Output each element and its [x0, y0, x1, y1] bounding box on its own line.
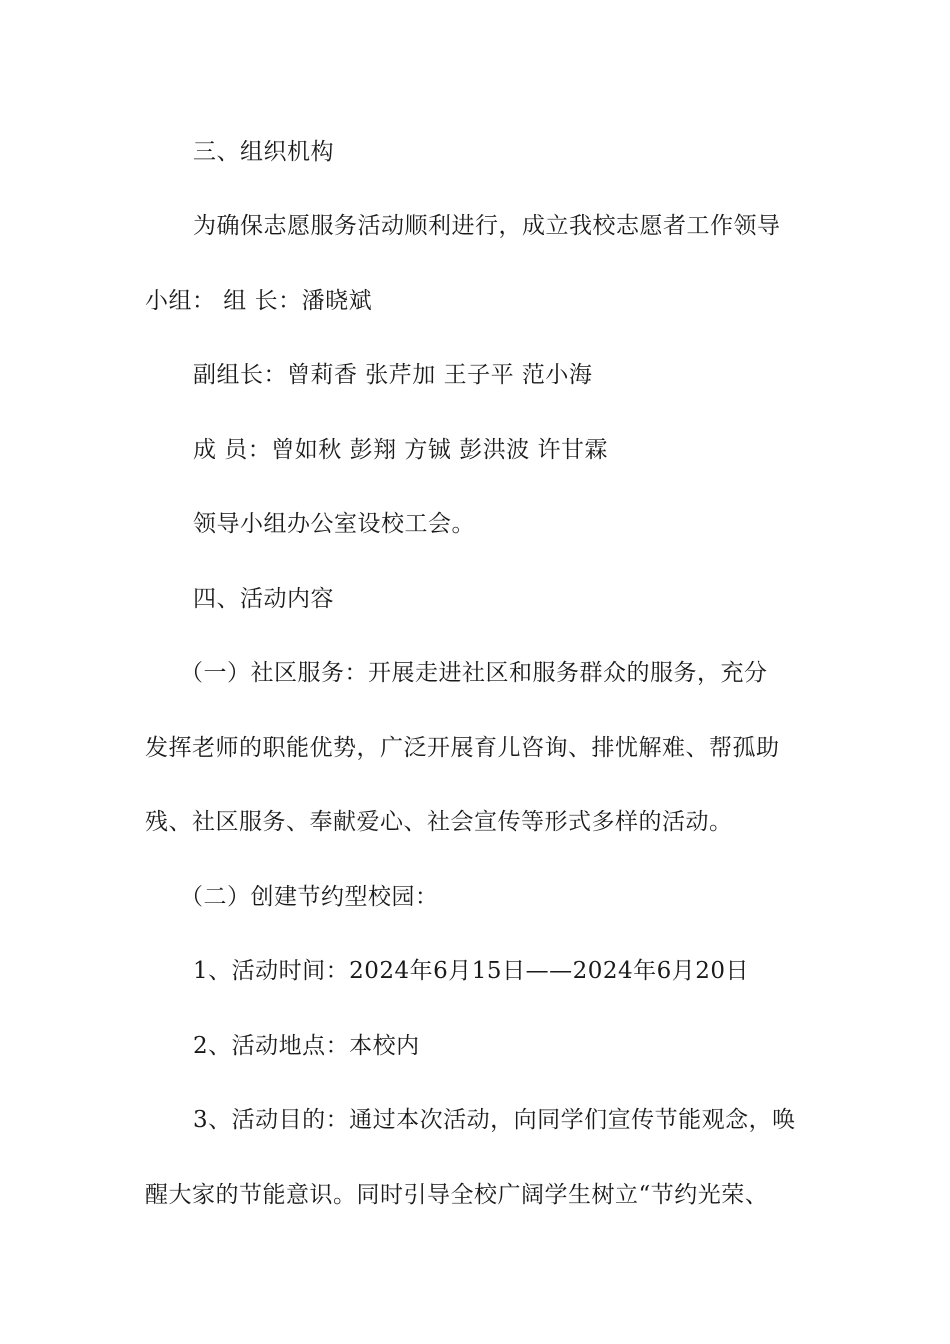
- paragraph-line: 发挥老师的职能优势，广泛开展育儿咨询、排忧解难、帮孤助: [145, 735, 780, 761]
- paragraph-line: 副组长：曾莉香 张芹加 王子平 范小海: [193, 362, 593, 388]
- subsection-heading: （二）创建节约型校园：: [180, 884, 439, 910]
- paragraph-line: （一）社区服务：开展走进社区和服务群众的服务，充分: [180, 660, 768, 686]
- paragraph-line: 成 员：曾如秋 彭翔 方铖 彭洪波 许甘霖: [193, 437, 609, 463]
- paragraph-line: 1、活动时间：2024年6月15日——2024年6月20日: [193, 958, 749, 984]
- paragraph-line: 为确保志愿服务活动顺利进行，成立我校志愿者工作领导: [193, 213, 781, 239]
- paragraph-line: 领导小组办公室设校工会。: [193, 511, 475, 537]
- paragraph-line: 2、活动地点：本校内: [193, 1033, 420, 1059]
- paragraph-line: 醒大家的节能意识。同时引导全校广阔学生树立“节约光荣、: [145, 1182, 769, 1208]
- paragraph-line: 残、社区服务、奉献爱心、社会宣传等形式多样的活动。: [145, 809, 733, 835]
- paragraph-line: 3、活动目的：通过本次活动，向同学们宣传节能观念，唤: [193, 1107, 796, 1133]
- paragraph-line: 小组： 组 长：潘晓斌: [145, 288, 373, 314]
- section-heading-organization: 三、组织机构: [193, 139, 334, 165]
- section-heading-activities: 四、活动内容: [193, 586, 334, 612]
